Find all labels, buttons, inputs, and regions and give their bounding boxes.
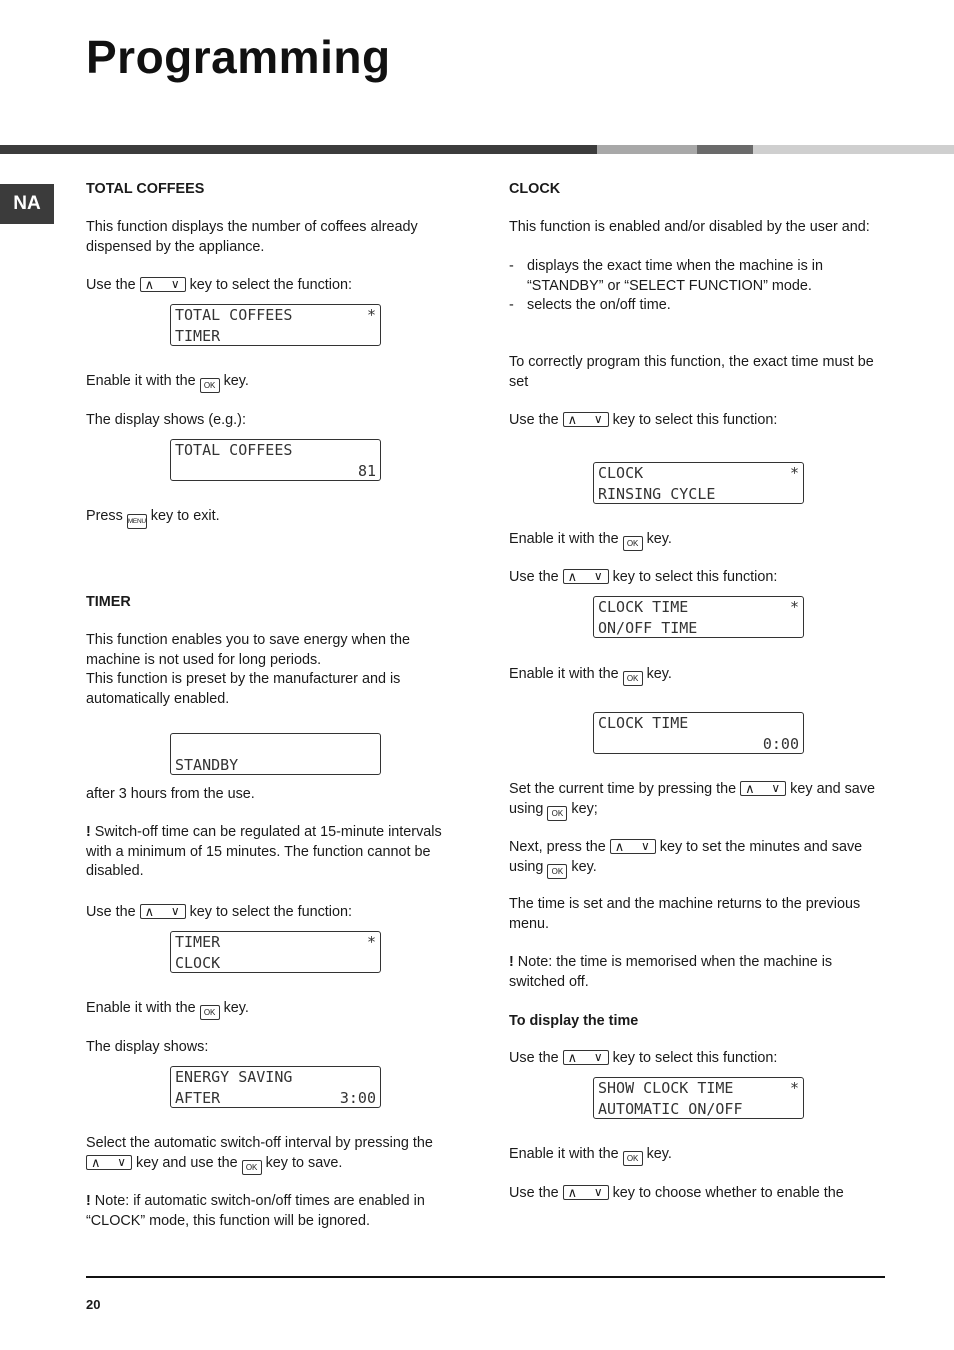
timer-intro-2: This function is preset by the manufacturer and is automatically enabled. [86,671,401,707]
timer-intro: This function enables you to save energy when the machine is not used for long periods. [86,632,410,668]
page-number: 20 [86,1297,101,1312]
ok-key-icon: OK [547,806,567,821]
clock-choose-instruction: Use the ∧ ∨ key to choose whether to enable the [509,1185,844,1201]
clock-enable-instruction-3: Enable it with the OK key. [509,1145,672,1166]
ok-key-icon: OK [623,536,643,551]
clock-set-instruction: Set the current time by pressing the ∧ ∨ key and save using OK key; [509,780,889,821]
menu-key-icon: MENU [127,514,147,529]
lcd-display: CLOCK TIME * ON/OFF TIME [593,596,804,638]
clock-bullet: - displays the exact time when the machine is in “STANDBY” or “SELECT FUNCTION” mode. [509,258,823,294]
header-bar-segment [597,145,697,154]
page-title: Programming [86,31,391,83]
total-coffees-use-instruction: Use the ∧ ∨ key to select the function: [86,277,352,293]
ok-key-icon: OK [200,1005,220,1020]
up-down-key-icon: ∧ ∨ [610,839,656,854]
up-down-key-icon: ∧ ∨ [563,1185,609,1200]
clock-enable-instruction: Enable it with the OK key. [509,530,672,551]
clock-use-instruction: Use the ∧ ∨ key to select this function: [509,412,778,428]
language-tab: NA [0,184,54,224]
up-down-key-icon: ∧ ∨ [86,1155,132,1170]
total-coffees-display-caption: The display shows (e.g.): [86,412,246,428]
up-down-key-icon: ∧ ∨ [140,277,186,292]
section-heading-timer: TIMER [86,594,131,610]
display-time-heading: To display the time [509,1013,639,1029]
section-heading-total-coffees: TOTAL COFFEES [86,181,205,197]
ok-key-icon: OK [200,378,220,393]
ok-key-icon: OK [623,671,643,686]
section-heading-clock: CLOCK [509,181,561,197]
clock-time-set-text: The time is set and the machine returns to the previous menu. [509,896,861,932]
clock-bullet: - selects the on/off time. [509,297,671,313]
lcd-display: SHOW CLOCK TIME * AUTOMATIC ON/OFF [593,1077,804,1119]
clock-note: ! Note: the time is memorised when the machine is switched off. [509,954,833,990]
clock-intro: This function is enabled and/or disabled by the user and: [509,219,870,235]
timer-note-2: ! Note: if automatic switch-on/off times are enabled in “CLOCK” mode, this function will be ignored. [86,1193,425,1229]
timer-after-text: after 3 hours from the use. [86,786,255,802]
total-coffees-intro: This function displays the number of coffees already dispensed by the appliance. [86,219,418,255]
clock-correct-text: To correctly program this function, the exact time must be set [509,354,874,390]
ok-key-icon: OK [242,1160,262,1175]
lcd-display: ENERGY SAVING AFTER 3:00 [170,1066,381,1108]
up-down-key-icon: ∧ ∨ [563,569,609,584]
clock-use-instruction-3: Use the ∧ ∨ key to select this function: [509,1050,778,1066]
ok-key-icon: OK [623,1151,643,1166]
footer-rule [86,1276,885,1278]
header-bar-segment [697,145,753,154]
ok-key-icon: OK [547,864,567,879]
lcd-display: TOTAL COFFEES * TIMER [170,304,381,346]
timer-enable-instruction: Enable it with the OK key. [86,999,249,1020]
header-bar-segment [753,145,954,154]
clock-enable-instruction-2: Enable it with the OK key. [509,665,672,686]
up-down-key-icon: ∧ ∨ [563,1050,609,1065]
total-coffees-exit-instruction: Press MENU key to exit. [86,507,220,529]
total-coffees-enable-instruction: Enable it with the OK key. [86,372,249,393]
clock-next-instruction: Next, press the ∧ ∨ key to set the minutes and save using OK key. [509,838,894,879]
lcd-display: TOTAL COFFEES 81 [170,439,381,481]
clock-use-instruction-2: Use the ∧ ∨ key to select this function: [509,569,778,585]
lcd-display: CLOCK * RINSING CYCLE [593,462,804,504]
up-down-key-icon: ∧ ∨ [140,904,186,919]
lcd-display: TIMER * CLOCK [170,931,381,973]
timer-select-instruction: Select the automatic switch-off interval by pressing the ∧ ∨ key and use the OK key to save. [86,1134,471,1175]
lcd-display: CLOCK TIME 0:00 [593,712,804,754]
timer-use-instruction: Use the ∧ ∨ key to select the function: [86,904,352,920]
timer-note: ! Switch-off time can be regulated at 15-minute intervals with a minimum of 15 minutes. The function cannot be disabled. [86,824,442,879]
up-down-key-icon: ∧ ∨ [563,412,609,427]
lcd-display: STANDBY [170,733,381,775]
header-bar-segment [0,145,597,154]
timer-display-caption: The display shows: [86,1039,209,1055]
up-down-key-icon: ∧ ∨ [740,781,786,796]
